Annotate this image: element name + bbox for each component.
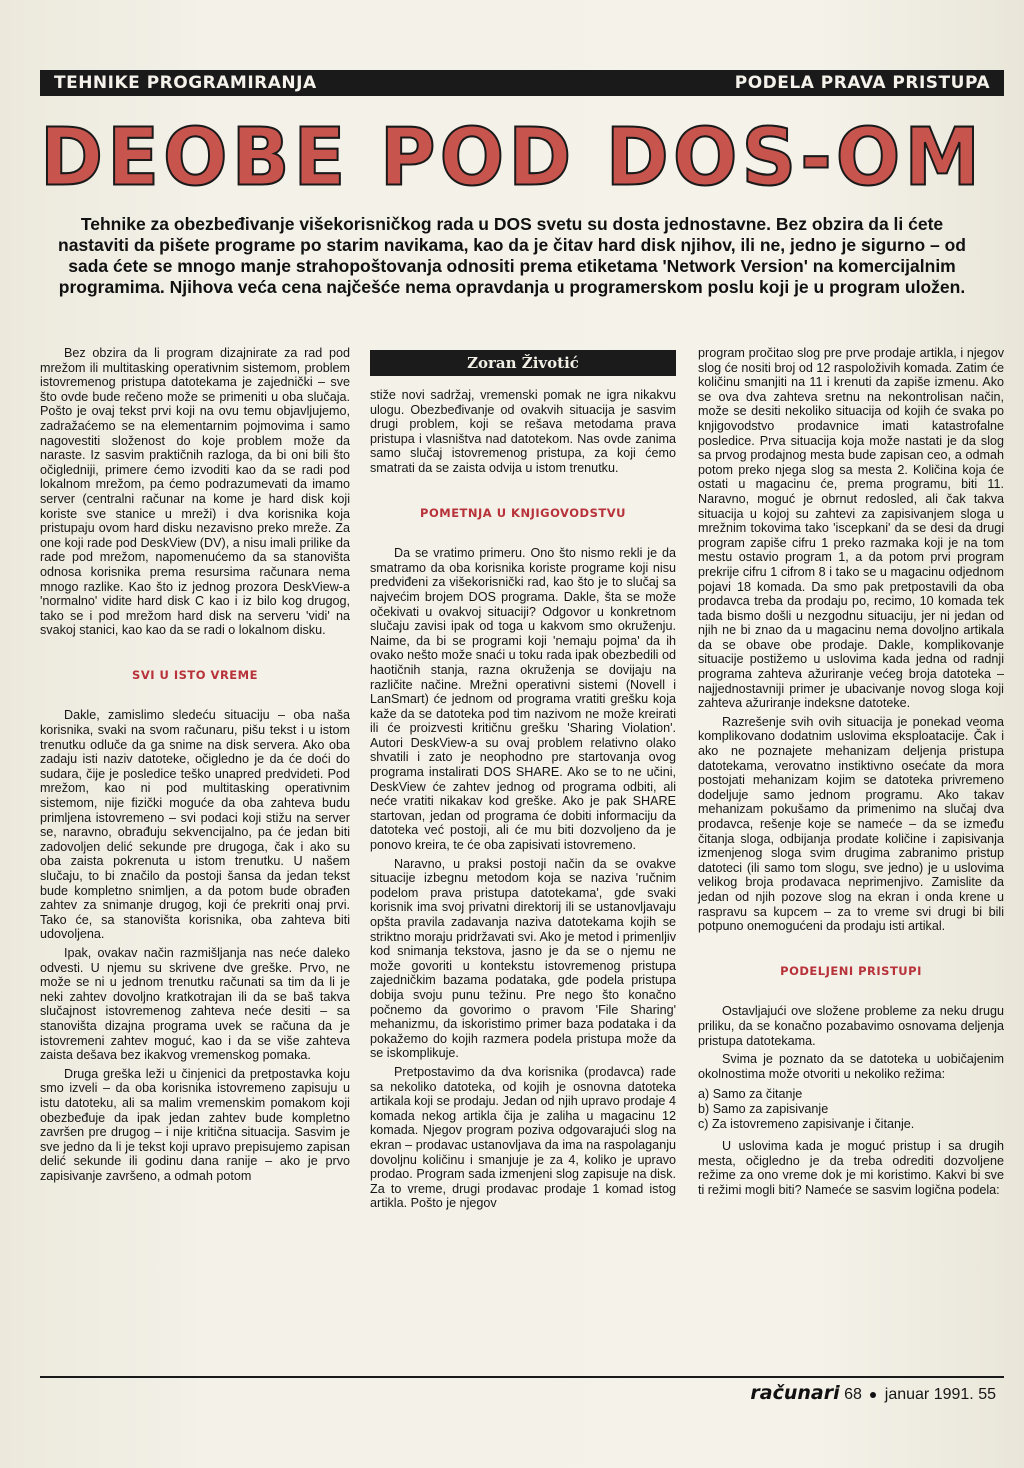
footer-rule xyxy=(40,1376,1004,1378)
paragraph: Da se vratimo primeru. Ono što nismo rekli je da smatramo da oba korisnika koriste programe koji nisu predviđeni za višekorisnički rad, kao što je to slučaj sa najvećim brojem DOS programa. Dakle, šta se može očekivati u ovakvoj situaciji? Odgovor u konkretnom slučaju zavisi ipak od toga u kakvom smo okruženju. Naime, da bi se programi koji 'nemaju pojma' da ih ovako nešto može snaći u toku rada ipak obezbedili od haotičnih stanja, razna okruženja se dovijaju na različite načine. Mrežni operativni sistemi (Novell i LanSmart) će jednom od programa vratiti grešku koja kaže da se datoteka pod tim nazivom ne može kreirati ili će proizvesti kritičnu grešku 'Sharing Violation'. Autori DeskView-a su ovaj problem relativno olako shvatili i zato je neophodno pre startovanja ovog programa instalirati DOS SHARE. Ako se to ne učini, DeskView će zahtev jednog od programa odbiti, ali neće vratiti nikakav kod greške. Ako je pak SHARE startovan, jedan od programa će dobiti informaciju da datoteka već postoji, ali će mu biti dozvoljeno da je ponovo kreira, te će oba zapisivati istovremeno. xyxy=(370,546,676,853)
section-label-left: TEHNIKE PROGRAMIRANJA xyxy=(54,73,317,93)
page-number: 55 xyxy=(978,1386,996,1403)
magazine-logo: računari xyxy=(750,1382,840,1404)
paragraph: Ostavljajući ove složene probleme za neku drugu priliku, da se konačno pozabavimo osnovama deljenja pristupa datotekama. xyxy=(698,1004,1004,1048)
subheading: PODELJENI PRISTUPI xyxy=(780,963,922,978)
section-header-bar xyxy=(40,70,1004,96)
list-item: c) Za istovremeno zapisivanje i čitanje. xyxy=(698,1116,915,1131)
section-label-right: PODELA PRAVA PRISTUPA xyxy=(734,73,990,93)
list-item: b) Samo za zapisivanje xyxy=(698,1101,829,1116)
paragraph: stiže novi sadržaj, vremenski pomak ne igra nikakvu ulogu. Obezbeđivanje od ovakvih situacija je sasvim drugi problem, koji se rešava metodama prava pristupa i vlasništva nad datotekom. Nas ovde zanima samo slučaj istovremenog pristupa, za koji ćemo smatrati da se zaista odvija u istom trenutku. xyxy=(370,388,676,475)
subheading: POMETNJA U KNJIGOVODSTVU xyxy=(420,505,626,520)
column-1 xyxy=(40,346,350,1183)
column-3 xyxy=(698,346,1004,1197)
paragraph: Druga greška leži u činjenici da pretpostavka koju smo izveli – da oba korisnika istovremeno zapisuju u istu datoteku, ali sa malim vremenskim pomakom koji obezbeđuje da ipak jedan zahtev bude kompletno završen pre drugog – i nije kritična situacija. Sasvim je sve jedno da li je tekst koji upravo prepisujemo zapisan delić sekunde ili godinu dana ranije – ako je prvo zapisivanje završeno, a odmah potom xyxy=(40,1066,350,1183)
paragraph: Bez obzira da li program dizajnirate za rad pod mrežom ili multitasking operativnim sistemom, problem istovremenog pristupa datotekama je zajednički – sve što ovde bude rečeno može se primeniti u oba slučaja. Pošto je ovaj tekst prvi koji na ovu temu objavljujemo, zadražaćemo se na elementarnim pojmovima i samo nagovestiti složenost do koje problem može da naraste. Iz sasvim praktičnih razloga, da bi oni bili što očigledniji, primere ćemo izvoditi kao da se radi pod lokalnom mrežom, pa ćemo podrazumevati da imamo server (centralni računar na kome je hard disk koji koriste sve stanice u mreži) i dva korisnika koja pristupaju ovom hard disku nezavisno preko mreže. Za one koji rade pod DeskView (DV), a nisu imali prilike da rade pod mrežom, napomenućemo da sa stanovišta odnosa korisnika prema resursima računara nema mnogo razlike. Kao što iz jednog prozora DeskView-a 'normalno' vidite hard disk C kao i iz bilo kog drugog, tako se i pod mrežom hard disk na serveru 'vidi' na svakoj stanici, kao kao da se radi o lokalnom disku. xyxy=(40,346,350,638)
author-byline: Zoran Životić xyxy=(370,350,676,376)
issue-number: 68 xyxy=(844,1386,862,1403)
issue-date: januar 1991. xyxy=(884,1386,974,1403)
column-2 xyxy=(370,346,676,1211)
list-item: a) Samo za čitanje xyxy=(698,1087,803,1102)
paragraph: Razrešenje svih ovih situacija je ponekad veoma komplikovano dodatnim uslovima eksploatacije. Čak i ako ne poznajete mehanizam deljenja pristupa datotekama, verovatno instiktivno osećate da mora postojati mehanizam kojim se datoteka privremeno dodeljuje samo jednom programu. Ako takav mehanizam pokušamo da primenimo na slučaj dva prodavca, rešenje koje se nameće – da se između čitanja sloga, odbijanja prodate količine i zapisivanja izmenjenog sloga svim drugima zabranimo pristup datoteci (ili samo tom slogu, sve jedno) je u uslovima velikog broja prodavaca neprimenjivo. Zamislite da jedan od njih pozove slog na ekran i onda krene u raspravu sa kupcem – za to vreme svi drugi bi bili potpuno onemogućeni da prodaju isti artikal. xyxy=(698,714,1004,934)
paragraph: U uslovima kada je moguć pristup i sa drugih mesta, očigledno je da treba odrediti dozvoljene režime za ono vreme dok je mi koristimo. Kakvi bi sve ti režimi mogli biti? Nameće se sasvim logična podela: xyxy=(698,1139,1004,1197)
paragraph: Ipak, ovakav način razmišljanja nas neće daleko odvesti. U njemu su skrivene dve greške. Prvo, ne može se ni u jednom trenutku računati sa tim da li je neki zahtev dovoljno kratkotrajan ili da se baš takva slučajnost istovremenog zahteva neće desiti – sa stanovišta dizajna programa uvek se računa da je istovremeni zahtev moguć, kao i da se više zahteva zaista dešava bez ikakvog vremenskog pomaka. xyxy=(40,945,350,1063)
mode-list xyxy=(698,1087,1004,1131)
paragraph: Naravno, u praksi postoji način da se ovakve situacije izbegnu metodom koja se naziva 'ručnim podelom prava pristupa datotekama', gde svaki korisnik ima svoj privatni direktorij ili se ustanovljavaju opšta pravila zadavanja naziva datotekama kojih se striktno moraju pridržavati svi. Ako je metod i primenljiv kod snimanja tekstova, jasno je da se o njemu ne može govoriti u kontekstu istovremenog pristupa zajedničkim bazama podataka, gde podela pristupa dobija svoju punu težinu. Pre nego što konačno počnemo da govorimo o pravom 'File Sharing' mehanizmu, da iskoristimo primer baza podataka i da pokažemo do kojih razmera podela pristupa može da se iskomplikuje. xyxy=(370,856,676,1061)
page-footer xyxy=(750,1382,996,1404)
article-headline: DEOBE POD DOS-OM xyxy=(40,109,984,204)
subheading: SVI U ISTO VREME xyxy=(132,667,258,682)
paragraph: Svima je poznato da se datoteka u uobičajenim okolnostima može otvoriti u nekoliko režima: xyxy=(698,1052,1004,1081)
paragraph: Dakle, zamislimo sledeću situaciju – oba naša korisnika, svaki na svom računaru, pišu tekst i u istom trenutku odluče da ga snime na disk servera. Ako oba zadaju isti naziv datoteke, očigledno je da će doći do sudara, čije je posledice teško unapred predvideti. Pod mrežom, kao ni pod multitasking operativnim sistemom, nije fizički moguće da oba zahteva budu primljena istovremeno – svi podaci koji stižu na server se, naravno, obrađuju sekvencijalno, pa će jedan biti zadovoljen delić sekunde pre drugoga, čak i ako su oba zaista pokrenuta u istom trenutku. U našem slučaju, to bi značilo da postoji šansa da jedan tekst bude kompletno snimljen, a da potom bude obrađen zahtev za snimanje drugog, koji će prekriti onaj prvi. Tako će, sa stanovišta korisnika, oba zahteva biti udovoljena. xyxy=(40,708,350,942)
bullet-dot-icon xyxy=(870,1392,876,1398)
article-intro: Tehnike za obezbeđivanje višekorisničkog rada u DOS svetu su dosta jednostavne. Bez obzira da li ćete nastaviti da pišete programe po starim navikama, kao da je čitav hard disk njihov, ili ne, jedno je sigurno – od sada ćete se mnogo manje strahopoštovanja odnositi prema etiketama 'Network Version' na komercijalnim programima. Njihova veća cena najčešće nema opravdanja u programerskom poslu koji je u program uložen. xyxy=(58,214,966,297)
paragraph: Pretpostavimo da dva korisnika (prodavca) rade sa nekoliko datoteka, od kojih je osnovna datoteka artikala koji se prodaju. Jedan od njih upravo prodaje 4 komada nekog artikla čija je zaliha u magacinu 12 komada. Njegov program poziva odgovarajući slog na ekran – prodavac ustanovljava da ima na raspolaganju dovoljnu količinu i smanjuje je za 4, koliko je upravo prodao. Program sada izmenjeni slog zapisuje na disk. Za to vreme, drugi prodavac prodaje 1 komad istog artikla. Pošto je njegov xyxy=(370,1064,676,1211)
paragraph: program pročitao slog pre prve prodaje artikla, i njegov slog će nositi broj od 12 raspoloživih komada. Zatim će količinu smanjiti na 11 i krenuti da zapiše izmenu. Ako se ova dva zahteva sretnu na nekontrolisan način, može se desiti nekoliko situacija od kojih će svaka po knjigovodstvo prodavnice imati katastrofalne posledice. Prva situacija koja može nastati je da slog sa prvog prodajnog mesta bude zapisan ceo, a odmah potom preko njega slog sa mesta 2. Količina koja će ostati u magacinu će, prema programu, biti 11. Naravno, moguć je obrnut redosled, ali čak takva situacija u kojoj su zahtevi za zapisivanjem sloga u mrežnim tokovima tako 'iscepkani' da se desi da drugi program zapiše cifru 1 preko razmaka koji je na tom mestu ostavio program 1, a da potom prvi program prekrije cifru 1 cifrom 8 i tako se u magacinu odjednom pojavi 18 komada. Da smo pak pretpostavili da oba prodavca treba da prodaju po, recimo, 10 komada tek tada bismo došli u nezgodnu situaciju, jer ni jedan od njih ne bi znao da u magacinu nema dovoljno artikala da se obave obe prodaje. Dakle, komplikovanje situacije postižemo u uslovima kada jedna od radnji programa zahteva ažuriranje većeg broja datoteka – najjednostavniji primer je ubacivanje novog sloga koji zahteva ažuriranje indeksne datoteke. xyxy=(698,346,1004,711)
